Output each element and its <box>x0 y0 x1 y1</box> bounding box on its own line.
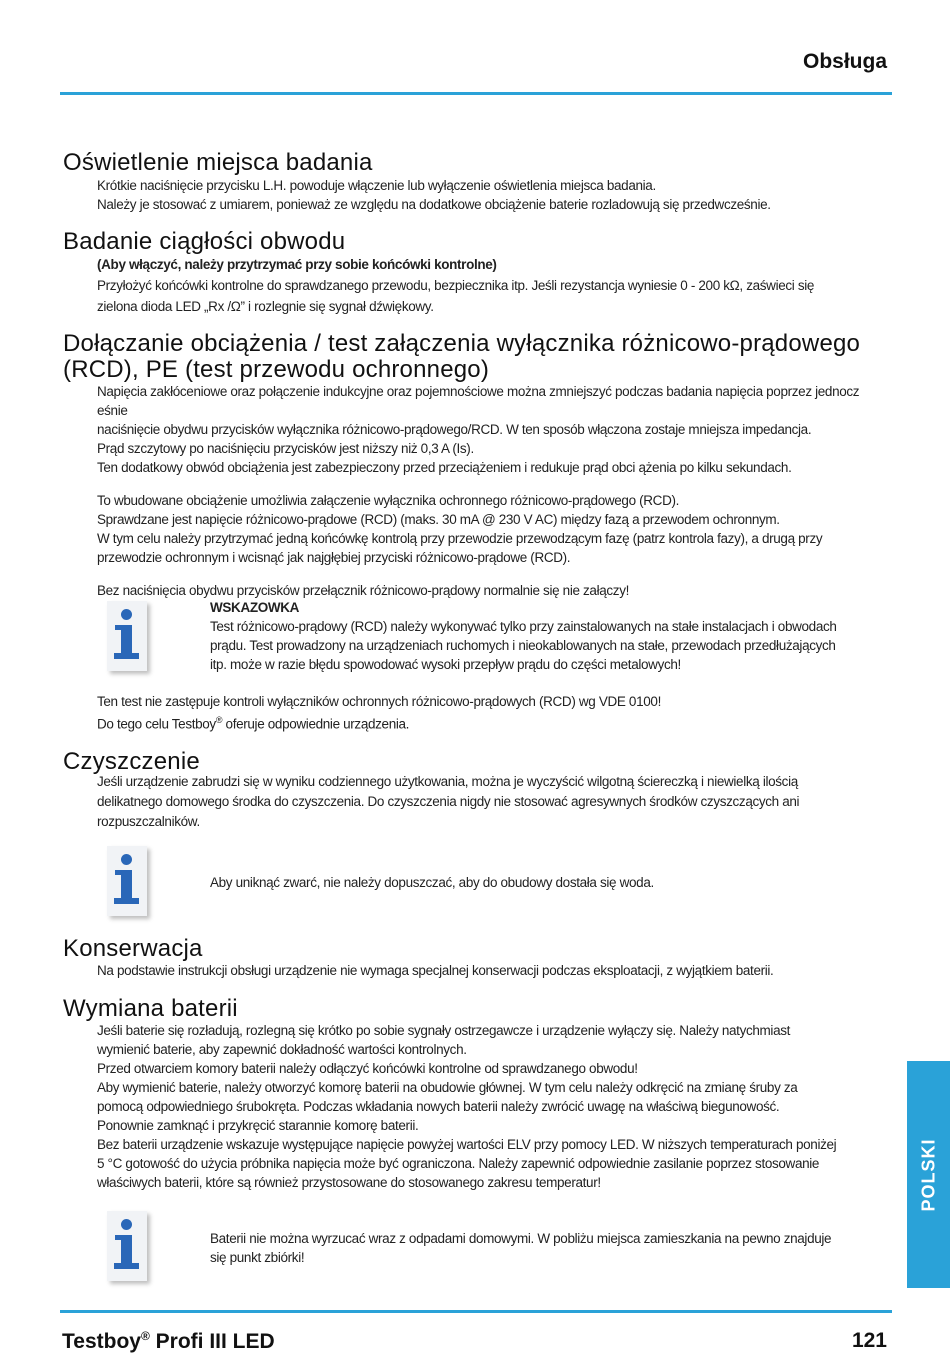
text-line: Bez naciśnięcia obydwu przycisków przełącznik różnicowo-prądowy normalnie się nie załączy! <box>97 583 629 598</box>
text-line: Krótkie naciśnięcie przycisku L.H. powoduje włączenie lub wyłączenie oświetlenia miejsca badania. <box>97 178 656 193</box>
text-line: Aby wymienić baterie, należy otworzyć komorę baterii na obudowie głównej. W tym celu należy odkręcić na zmianę śruby za <box>97 1080 798 1095</box>
text-line: To wbudowane obciążenie umożliwia załączenie wyłącznika ochronnego różnicowo-prądowego (RCD). <box>97 493 680 508</box>
note-line: prądu. Test prowadzony na urządzeniach ruchomych i nieokablowanych na stałe, przewodach przedłużających <box>210 638 836 653</box>
text-line: Przyłożyć końcówki kontrolne do sprawdzanego przewodu, bezpiecznika itp. Jeśli rezystancja wyniesie 0 - 200 kΩ, zaświeci się <box>97 278 815 293</box>
text-line: wymienić baterie, aby zapewnić dokładność wartości kontrolnych. <box>97 1042 467 1057</box>
note-line: Baterii nie można wyrzucać wraz z odpadami domowymi. W pobliżu miejsca zamieszkania na pewno znajduje <box>210 1231 832 1246</box>
note-line: itp. może w razie błędu spowodować wysoki przepływ prądu do części metalowych! <box>210 657 681 672</box>
note-line: Test różnicowo-prądowy (RCD) należy wykonywać tylko przy zainstalowanych na stałe instalacjach i obwodach <box>210 619 837 634</box>
battery-note <box>210 1229 880 1267</box>
info-icon <box>107 1211 147 1281</box>
text-line: rozpuszczalników. <box>97 814 200 829</box>
cleaning-note <box>210 873 880 892</box>
text-line: delikatnego domowego środka do czyszczenia. Do czyszczenia nigdy nie stosować agresywnych środków czyszczących ani <box>97 794 800 809</box>
text-line: Ten dodatkowy obwód obciążenia jest zabezpieczony przed przeciążeniem i redukuje prąd obci ążenia po kilku sekundach. <box>97 460 792 475</box>
text-line: Bez baterii urządzenie wskazuje występujące napięcie powyżej wartości ELV przy pomocy LED. W niższych temperaturach poniżej <box>97 1137 837 1152</box>
note-line: Aby uniknąć zwarć, nie należy dopuszczać, aby do obudowy dostała się woda. <box>210 875 654 890</box>
lighting-text <box>97 176 887 214</box>
text-line: Jeśli urządzenie zabrudzi się w wyniku codziennego użytkowania, można je wyczyścić wilgotną ściereczką i niewielką ilością <box>97 774 798 789</box>
text-line: właściwych baterii, które są również przystosowane do stosowanego zakresu temperatur! <box>97 1175 601 1190</box>
text-line: zielona dioda LED „Rx /Ω” i rozlegnie się sygnał dźwiękowy. <box>97 299 434 314</box>
battery-text <box>97 1021 887 1192</box>
language-tab <box>907 1061 950 1288</box>
continuity-text <box>97 255 887 316</box>
text-line: Prąd szczytowy po naciśnięciu przycisków jest niższy niż 0,3 A (Is). <box>97 441 474 456</box>
text-line: Napięcia zakłóceniowe oraz połączenie indukcyjne oraz pojemnościowe można zmniejszyć podczas badania napięcia poprzez jednocz eśnie <box>97 384 860 418</box>
text-line: Jeśli baterie się rozładują, rozlegną się krótko po sobie sygnały ostrzegawcze i urządzenie wyłączy się. Należy natychmiast <box>97 1023 791 1038</box>
heading-rcd-line1: Dołączanie obciążenia / test załączenia wyłącznika różnicowo-prądowego <box>63 330 861 357</box>
heading-cleaning: Czyszczenie <box>63 748 200 775</box>
footer-product-name: Testboy® Profi III LED <box>62 1329 275 1353</box>
text-line: pomocą odpowiedniego śrubokręta. Podczas wkładania nowych baterii należy zwrócić uwagę na właściwą biegunowość. <box>97 1099 780 1114</box>
heading-continuity: Badanie ciągłości obwodu <box>63 228 346 255</box>
continuity-instruction: (Aby włączyć, należy przytrzymać przy sobie końcówki kontrolne) <box>97 257 497 272</box>
text-line: Ponownie zamknąć i przykręcić starannie komorę baterii. <box>97 1118 419 1133</box>
heading-maintenance: Konserwacja <box>63 935 203 962</box>
note-title: WSKAZOWKA <box>210 600 300 615</box>
note-line: się punkt zbiórki! <box>210 1250 305 1265</box>
text-line: Sprawdzane jest napięcie różnicowo-prądowe (RCD) (maks. 30 mA @ 230 V AC) między fazą a przewodem ochronnym. <box>97 512 780 527</box>
text-line: Do tego celu Testboy® oferuje odpowiednie urządzenia. <box>97 715 410 732</box>
cleaning-text <box>97 772 887 831</box>
text-line: przewodzie ochronnym i wcisnąć jak najgłębiej przyciski różnicowo-prądowe (RCD). <box>97 550 571 565</box>
text-line: Przed otwarciem komory baterii należy odłączyć końcówki kontrolne od sprawdzanego obwodu! <box>97 1061 638 1076</box>
heading-rcd-line2: (RCD), PE (test przewodu ochronnego) <box>63 356 490 383</box>
footer-divider <box>60 1310 892 1313</box>
text-line: W tym celu należy przytrzymać jedną końcówkę kontrolą przy przewodzie przewodzącym fazę (patrz kontrola fazy), a drugą przy <box>97 531 823 546</box>
info-icon <box>107 846 147 916</box>
maintenance-text <box>97 961 887 980</box>
rcd-after-text <box>97 692 887 734</box>
text-line: Na podstawie instrukcji obsługi urządzenie nie wymaga specjalnej konserwacji podczas eksploatacji, z wyjątkiem baterii. <box>97 963 774 978</box>
text-line: naciśnięcie obydwu przycisków wyłącznika różnicowo-prądowego/RCD. W ten sposób włączona zostaje mniejsza impedancja. <box>97 422 812 437</box>
text-line: Ten test nie zastępuje kontroli wyłączników ochronnych różnicowo-prądowych (RCD) wg VDE 0100! <box>97 694 661 709</box>
info-icon <box>107 601 147 671</box>
heading-battery: Wymiana baterii <box>63 995 238 1022</box>
heading-lighting: Oświetlenie miejsca badania <box>63 149 373 176</box>
text-line: Należy je stosować z umiarem, ponieważ ze względu na dodatkowe obciążenie baterie rozladowują się przedwcześnie. <box>97 197 771 212</box>
rcd-text <box>97 382 887 600</box>
header-divider <box>60 92 892 95</box>
page-header-title: Obsługa <box>802 50 887 73</box>
text-line: 5 °C gotowość do użycia próbnika napięcia może być ograniczona. Należy zapewnić odpowiednie zasilanie poprzez stosowanie <box>97 1156 820 1171</box>
page-number: 121 <box>851 1329 887 1352</box>
rcd-note <box>210 598 880 674</box>
language-tab-label: POLSKI <box>918 1137 938 1212</box>
